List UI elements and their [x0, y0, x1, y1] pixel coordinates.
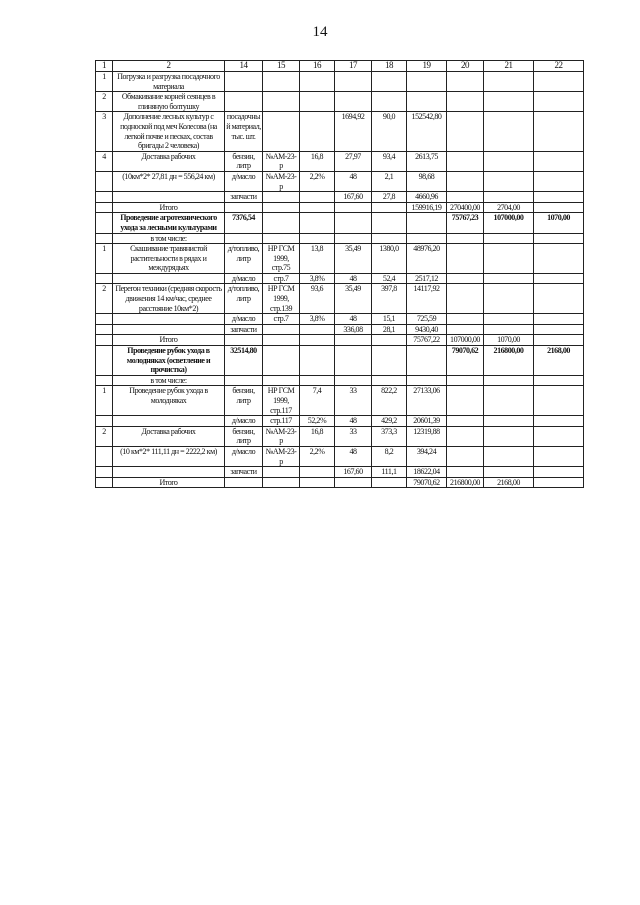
table-cell — [263, 346, 300, 376]
table-row — [96, 346, 584, 376]
table-row — [96, 72, 584, 92]
table-cell — [534, 386, 584, 416]
table-cell: в том числе: — [113, 233, 225, 244]
table-cell — [96, 202, 113, 213]
table-cell: 48 — [335, 273, 372, 284]
table-cell — [484, 273, 534, 284]
table-cell — [335, 346, 372, 376]
table-row — [96, 151, 584, 171]
table-cell: 79070,62 — [447, 346, 484, 376]
table-cell — [534, 335, 584, 346]
table-cell: бензин, литр — [225, 151, 263, 171]
table-cell — [372, 477, 407, 488]
table-cell — [534, 273, 584, 284]
table-cell — [484, 151, 534, 171]
table-cell: 167,60 — [335, 192, 372, 203]
table-cell — [447, 273, 484, 284]
table-row — [96, 112, 584, 151]
table-cell: 7,4 — [300, 386, 335, 416]
table-cell — [372, 335, 407, 346]
table-cell: 107000,00 — [484, 213, 534, 233]
table-row — [96, 426, 584, 446]
table-row — [96, 233, 584, 244]
table-cell: 52,4 — [372, 273, 407, 284]
table-cell — [113, 467, 225, 478]
table-cell: д/масло — [225, 446, 263, 466]
table-cell: НР ГСМ 1999, стр.117 — [263, 386, 300, 416]
table-cell: 48976,20 — [407, 244, 447, 274]
table-cell: 35,49 — [335, 284, 372, 314]
table-cell — [447, 324, 484, 335]
table-cell: 75767,23 — [447, 213, 484, 233]
table-cell: 12319,88 — [407, 426, 447, 446]
table-cell: посадочный материал, тыс. шт. — [225, 112, 263, 151]
table-cell — [335, 477, 372, 488]
table-cell — [447, 112, 484, 151]
table-cell — [372, 72, 407, 92]
table-cell: 9430,40 — [407, 324, 447, 335]
table-cell: 107000,00 — [447, 335, 484, 346]
table-cell: 1070,00 — [534, 213, 584, 233]
table-cell — [534, 284, 584, 314]
table-cell — [447, 386, 484, 416]
table-cell: 16,8 — [300, 426, 335, 446]
table-cell: 19 — [407, 61, 447, 72]
table-cell — [300, 192, 335, 203]
table-cell: 48 — [335, 446, 372, 466]
table-row — [96, 467, 584, 478]
table-cell: 2704,00 — [484, 202, 534, 213]
table-cell — [225, 92, 263, 112]
table-row — [96, 273, 584, 284]
table-cell: 167,60 — [335, 467, 372, 478]
table-row — [96, 202, 584, 213]
table-cell — [96, 446, 113, 466]
table-cell — [484, 375, 534, 386]
table-cell — [447, 92, 484, 112]
table-cell: Доставка рабочих — [113, 426, 225, 446]
table-cell — [484, 72, 534, 92]
table-cell: 1070,00 — [484, 335, 534, 346]
table-cell: 48 — [335, 314, 372, 325]
table-cell — [263, 467, 300, 478]
table-cell: 75767,22 — [407, 335, 447, 346]
table-cell: 2,1 — [372, 171, 407, 191]
table-cell — [484, 233, 534, 244]
table-cell — [534, 446, 584, 466]
table-cell: 2613,75 — [407, 151, 447, 171]
table-cell: стр.7 — [263, 314, 300, 325]
table-cell — [300, 467, 335, 478]
table-cell: 20 — [447, 61, 484, 72]
table-cell — [484, 324, 534, 335]
table-cell: 93,4 — [372, 151, 407, 171]
table-cell — [96, 314, 113, 325]
table-cell — [484, 284, 534, 314]
table-cell: Итого — [113, 202, 225, 213]
table-cell — [484, 467, 534, 478]
table-cell — [447, 375, 484, 386]
table-cell: 28,1 — [372, 324, 407, 335]
table-cell — [447, 314, 484, 325]
table-cell: (10км*2* 27,81 дн = 556,24 км) — [113, 171, 225, 191]
table-cell: 27,8 — [372, 192, 407, 203]
table-cell — [484, 112, 534, 151]
table-cell — [263, 112, 300, 151]
table-cell: 725,59 — [407, 314, 447, 325]
table-cell: 2 — [96, 426, 113, 446]
table-cell — [300, 477, 335, 488]
table-cell: стр.117 — [263, 416, 300, 427]
table-cell — [263, 324, 300, 335]
table-cell — [300, 375, 335, 386]
table-cell — [447, 151, 484, 171]
table-cell: Итого — [113, 477, 225, 488]
table-cell: 21 — [484, 61, 534, 72]
table-cell: д/топливо, литр — [225, 244, 263, 274]
table-cell — [225, 72, 263, 92]
table-cell — [113, 324, 225, 335]
table-cell — [96, 477, 113, 488]
table-cell — [335, 233, 372, 244]
table-cell — [484, 426, 534, 446]
table-cell — [407, 92, 447, 112]
table-cell: 27,97 — [335, 151, 372, 171]
table-cell — [300, 335, 335, 346]
table-cell — [407, 375, 447, 386]
table-cell: 18622,04 — [407, 467, 447, 478]
table-cell — [300, 72, 335, 92]
table-cell — [484, 244, 534, 274]
table-cell: Обмакивание корней сеянцев в глиняную болтушку — [113, 92, 225, 112]
table-row — [96, 314, 584, 325]
table-cell — [300, 202, 335, 213]
table-cell: 270400,00 — [447, 202, 484, 213]
table-cell: №АМ-23-р — [263, 151, 300, 171]
table-cell — [534, 171, 584, 191]
table-cell: 98,68 — [407, 171, 447, 191]
budget-table — [95, 60, 584, 488]
table-cell: 93,6 — [300, 284, 335, 314]
table-cell — [407, 213, 447, 233]
table-cell — [300, 324, 335, 335]
table-row — [96, 213, 584, 233]
table-cell — [534, 467, 584, 478]
table-cell — [96, 416, 113, 427]
table-cell — [263, 213, 300, 233]
table-cell — [534, 314, 584, 325]
table-cell — [372, 92, 407, 112]
table-cell — [96, 192, 113, 203]
table-cell — [447, 467, 484, 478]
table-cell — [263, 72, 300, 92]
table-cell: 4 — [96, 151, 113, 171]
table-cell — [447, 426, 484, 446]
table-cell: 27133,06 — [407, 386, 447, 416]
table-cell: 1694,92 — [335, 112, 372, 151]
table-cell — [447, 72, 484, 92]
table-cell — [96, 335, 113, 346]
table-cell — [113, 416, 225, 427]
table-cell — [534, 192, 584, 203]
table-cell: 216800,00 — [447, 477, 484, 488]
table-cell: стр.7 — [263, 273, 300, 284]
table-cell — [534, 477, 584, 488]
table-cell: Доставка рабочих — [113, 151, 225, 171]
table-cell — [96, 273, 113, 284]
table-cell: Погрузка и разгрузка посадочного материала — [113, 72, 225, 92]
table-cell — [225, 202, 263, 213]
table-row — [96, 375, 584, 386]
table-row — [96, 244, 584, 274]
table-cell — [447, 244, 484, 274]
table-cell — [96, 171, 113, 191]
table-cell: 152542,80 — [407, 112, 447, 151]
table-cell: 216800,00 — [484, 346, 534, 376]
table-cell — [484, 446, 534, 466]
table-cell — [534, 324, 584, 335]
table-cell: 8,2 — [372, 446, 407, 466]
table-cell: 33 — [335, 426, 372, 446]
table-cell: Итого — [113, 335, 225, 346]
table-cell — [407, 233, 447, 244]
table-cell: 14117,92 — [407, 284, 447, 314]
table-cell: в том числе: — [113, 375, 225, 386]
table-cell — [534, 426, 584, 446]
table-cell: 14 — [225, 61, 263, 72]
table-cell: 18 — [372, 61, 407, 72]
table-row — [96, 335, 584, 346]
table-cell: 2 — [96, 92, 113, 112]
table-cell — [113, 273, 225, 284]
table-cell: (10 км*2* 111,11 дн = 2222,2 км) — [113, 446, 225, 466]
table-cell — [484, 92, 534, 112]
table-cell: 336,08 — [335, 324, 372, 335]
table-cell — [96, 233, 113, 244]
table-cell: 3 — [96, 112, 113, 151]
table-cell: д/масло — [225, 273, 263, 284]
table-cell — [225, 477, 263, 488]
table-cell: 90,0 — [372, 112, 407, 151]
table-cell: 1380,0 — [372, 244, 407, 274]
table-cell: 2168,00 — [534, 346, 584, 376]
table-cell: 822,2 — [372, 386, 407, 416]
table-row — [96, 92, 584, 112]
table-cell — [300, 213, 335, 233]
table-cell: 52,2% — [300, 416, 335, 427]
table-cell — [263, 335, 300, 346]
table-cell — [534, 375, 584, 386]
table-cell — [335, 213, 372, 233]
table-cell: Скашивание травянистой растительности в рядах и междурядьях — [113, 244, 225, 274]
table-cell — [534, 244, 584, 274]
table-cell: Дополнение лесных культур с подноской под меч Колесова (на легкой почве и песках, состав бригады 2 человека) — [113, 112, 225, 151]
table-cell — [447, 416, 484, 427]
table-cell — [96, 467, 113, 478]
table-row — [96, 386, 584, 416]
table-cell: 13,8 — [300, 244, 335, 274]
table-cell — [96, 324, 113, 335]
table-cell — [534, 202, 584, 213]
table-cell: 48 — [335, 416, 372, 427]
table-cell — [447, 233, 484, 244]
table-cell — [96, 375, 113, 386]
table-cell — [263, 202, 300, 213]
table-cell: 373,3 — [372, 426, 407, 446]
table-cell: Перегон техники (средняя скорость движения 14 км/час, среднее расстояние 10км*2) — [113, 284, 225, 314]
table-cell — [263, 233, 300, 244]
table-cell: 394,24 — [407, 446, 447, 466]
table-cell — [263, 192, 300, 203]
table-cell: д/масло — [225, 314, 263, 325]
table-cell — [534, 416, 584, 427]
table-cell: 2517,12 — [407, 273, 447, 284]
table-cell — [484, 314, 534, 325]
table-cell: д/топливо, литр — [225, 284, 263, 314]
table-cell: 79070,62 — [407, 477, 447, 488]
table-row — [96, 416, 584, 427]
table-cell: бензин, литр — [225, 426, 263, 446]
table-cell — [372, 346, 407, 376]
table-row — [96, 477, 584, 488]
table-cell: 15 — [263, 61, 300, 72]
table-cell — [300, 346, 335, 376]
table-cell: 33 — [335, 386, 372, 416]
table-cell: д/масло — [225, 416, 263, 427]
table-cell — [534, 233, 584, 244]
table-cell — [447, 446, 484, 466]
table-cell — [335, 375, 372, 386]
table-row — [96, 446, 584, 466]
table-cell: Проведение агротехнического ухода за лесными культурами — [113, 213, 225, 233]
table-cell — [484, 416, 534, 427]
table-cell — [407, 346, 447, 376]
table-cell: 3,8% — [300, 314, 335, 325]
table-cell: 2 — [96, 284, 113, 314]
table-cell — [484, 386, 534, 416]
table-cell — [335, 72, 372, 92]
table-cell: 2168,00 — [484, 477, 534, 488]
table-cell — [300, 112, 335, 151]
table-cell: 397,8 — [372, 284, 407, 314]
table-cell — [335, 92, 372, 112]
table-cell — [484, 192, 534, 203]
page-number: 14 — [312, 24, 328, 40]
table-cell: 429,2 — [372, 416, 407, 427]
table-cell — [300, 92, 335, 112]
table-cell — [225, 335, 263, 346]
table-cell — [484, 171, 534, 191]
table-cell: №АМ-23-р — [263, 446, 300, 466]
table-cell: Проведение рубок ухода в молодняках (осветление и прочистка) — [113, 346, 225, 376]
table-cell: 2,2% — [300, 446, 335, 466]
table-cell — [335, 202, 372, 213]
table-cell: 35,49 — [335, 244, 372, 274]
table-cell: 48 — [335, 171, 372, 191]
table-cell: 159916,19 — [407, 202, 447, 213]
table-cell — [534, 151, 584, 171]
table-cell: НР ГСМ 1999, стр.139 — [263, 284, 300, 314]
table-row — [96, 171, 584, 191]
table-cell — [263, 477, 300, 488]
table-cell — [300, 233, 335, 244]
table-cell: запчасти — [225, 324, 263, 335]
table-cell — [225, 375, 263, 386]
table-cell: 17 — [335, 61, 372, 72]
table-cell — [372, 202, 407, 213]
table-cell — [447, 284, 484, 314]
table-cell: 7376,54 — [225, 213, 263, 233]
table-cell: запчасти — [225, 467, 263, 478]
table-cell — [263, 92, 300, 112]
table-cell: 22 — [534, 61, 584, 72]
table-cell: 1 — [96, 386, 113, 416]
table-cell: 1 — [96, 72, 113, 92]
table-cell — [335, 335, 372, 346]
table-cell: 1 — [96, 244, 113, 274]
table-cell: 3,8% — [300, 273, 335, 284]
table-cell: 15,1 — [372, 314, 407, 325]
table-cell: №АМ-23-р — [263, 171, 300, 191]
table-header-row — [96, 61, 584, 72]
table-row — [96, 324, 584, 335]
table-cell — [534, 72, 584, 92]
table-cell — [225, 233, 263, 244]
table-cell: Проведение рубок ухода в молодняках — [113, 386, 225, 416]
table-cell: 20601,39 — [407, 416, 447, 427]
table-cell: №АМ-23-р — [263, 426, 300, 446]
table-cell: 2,2% — [300, 171, 335, 191]
table-cell — [372, 233, 407, 244]
table-cell: 1 — [96, 61, 113, 72]
table-cell: запчасти — [225, 192, 263, 203]
table-cell: 2 — [113, 61, 225, 72]
table-cell — [372, 213, 407, 233]
table-cell — [372, 375, 407, 386]
table-cell: д/масло — [225, 171, 263, 191]
table-cell: бензин, литр — [225, 386, 263, 416]
table-cell — [113, 192, 225, 203]
table-row — [96, 192, 584, 203]
table-cell: 16 — [300, 61, 335, 72]
table-cell — [534, 112, 584, 151]
table-cell — [263, 375, 300, 386]
table-cell — [447, 171, 484, 191]
table-row — [96, 284, 584, 314]
table-cell: 111,1 — [372, 467, 407, 478]
table-cell: 32514,80 — [225, 346, 263, 376]
table-cell: НР ГСМ 1999, стр.75 — [263, 244, 300, 274]
table-cell: 16,8 — [300, 151, 335, 171]
table-cell — [96, 346, 113, 376]
table-cell — [407, 72, 447, 92]
table-cell — [447, 192, 484, 203]
table-cell — [113, 314, 225, 325]
table-cell: 4660,96 — [407, 192, 447, 203]
table-cell — [534, 92, 584, 112]
table-cell — [96, 213, 113, 233]
